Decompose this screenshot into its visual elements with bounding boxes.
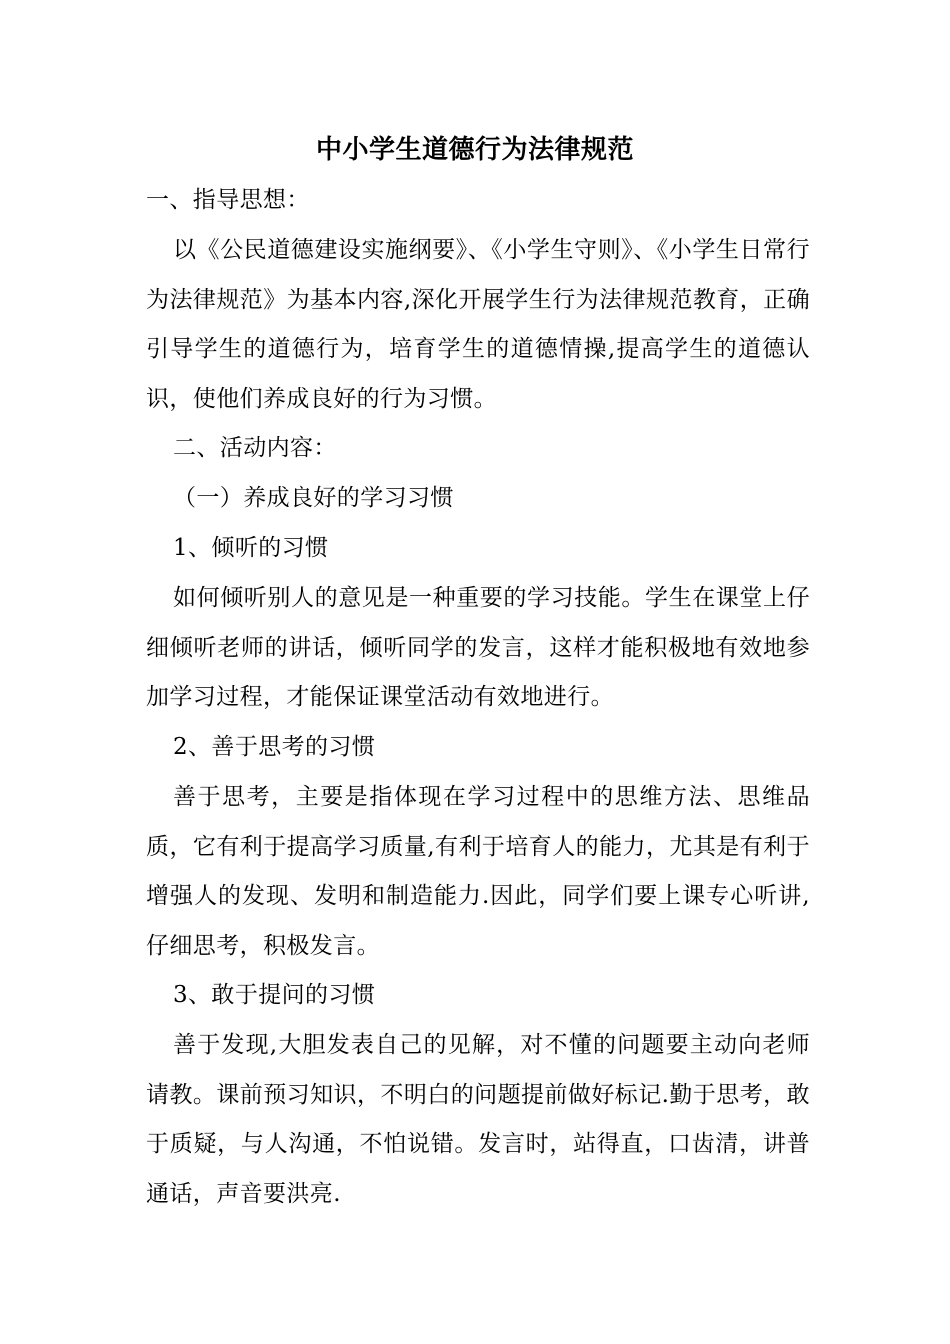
item-heading-thinking: 2、善于思考的习惯 xyxy=(173,734,376,760)
section-heading-activity-content: 二、活动内容： xyxy=(173,435,337,461)
paragraph-listening: 如何倾听别人的意见是一种重要的学习技能。学生在课堂上仔细倾听老师的讲话，倾听同学的发言，这样才能积极地有效地参加学习过程，才能保证课堂活动有效地进行。 xyxy=(146,585,810,711)
paragraph-guiding-ideology: 以《公民道德建设实施纲要》、《小学生守则》、《小学生日常行为法律规范》为基本内容,深化开展学生行为法律规范教育，正确引导学生的道德行为，培育学生的道德情操,提高学生的道德认识，使他们养成良好的行为习惯。 xyxy=(146,237,810,412)
section-heading-guiding-ideology: 一、指导思想： xyxy=(146,187,310,213)
paragraph-asking-questions: 善于发现,大胆发表自己的见解，对不懂的问题要主动向老师请教。课前预习知识，不明白的问题提前做好标记.勤于思考，敢于质疑，与人沟通，不怕说错。发言时，站得直，口齿清，讲普通话，声音要洪亮. xyxy=(146,1032,810,1207)
document-title: 中小学生道德行为法律规范 xyxy=(315,135,634,165)
paragraph-thinking: 善于思考，主要是指体现在学习过程中的思维方法、思维品质，它有利于提高学习质量,有利于培育人的能力，尤其是有利于增强人的发现、发明和制造能力.因此，同学们要上课专心听讲,仔细思考，积极发言。 xyxy=(146,784,810,959)
item-heading-listening: 1、倾听的习惯 xyxy=(173,535,329,561)
subsection-heading-study-habits: （一）养成良好的学习习惯 xyxy=(173,485,454,511)
item-heading-asking-questions: 3、敢于提问的习惯 xyxy=(173,982,376,1008)
